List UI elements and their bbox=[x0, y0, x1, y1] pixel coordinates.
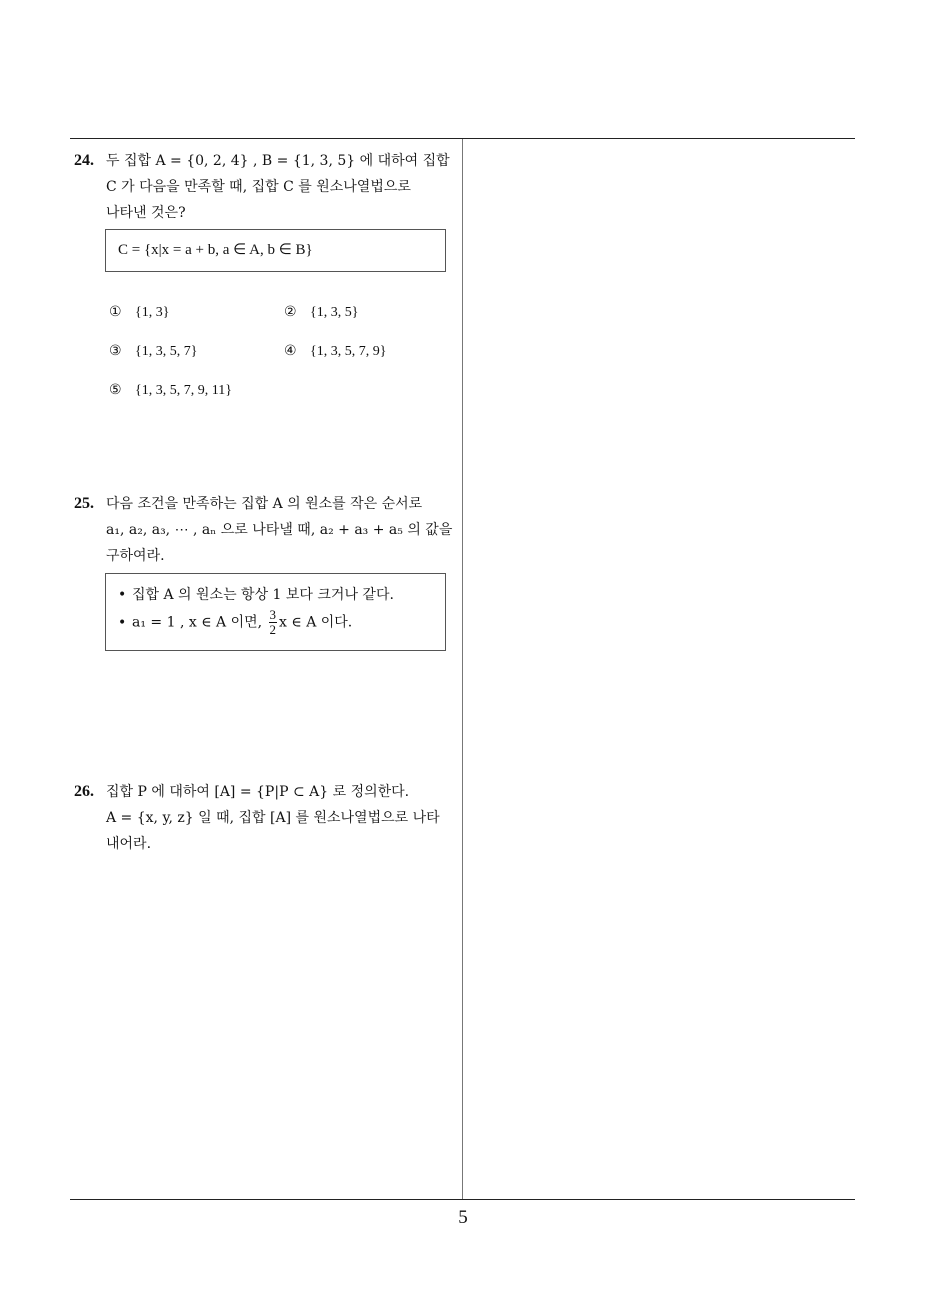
condition-list bbox=[118, 582, 394, 637]
condition-text: a₁ = 1 , x ∈ A 이면, bbox=[132, 614, 263, 631]
choice-mark: ⑤ bbox=[109, 382, 122, 398]
bullet-icon: • bbox=[118, 587, 127, 603]
question-text bbox=[106, 779, 456, 857]
choice-mark: ③ bbox=[109, 343, 122, 359]
condition-box bbox=[105, 573, 446, 651]
question-25 bbox=[74, 491, 456, 569]
choice-3[interactable] bbox=[109, 343, 197, 360]
choice-value: {1, 3} bbox=[135, 305, 170, 320]
question-text bbox=[106, 491, 456, 569]
choice-mark: ② bbox=[284, 304, 297, 320]
condition-text: x ∈ A 이다. bbox=[279, 614, 353, 631]
question-number: 25. bbox=[74, 495, 94, 512]
bullet-icon: • bbox=[118, 614, 127, 631]
condition-item bbox=[118, 608, 394, 637]
choice-value: {1, 3, 5, 7, 9, 11} bbox=[135, 383, 232, 398]
choice-value: {1, 3, 5} bbox=[310, 305, 359, 320]
question-number: 26. bbox=[74, 783, 94, 800]
question-24 bbox=[74, 148, 456, 226]
question-text-line: 구하여라. bbox=[106, 548, 165, 564]
bottom-rule bbox=[70, 1199, 855, 1200]
question-text-line: 나타낸 것은? bbox=[106, 205, 186, 221]
fraction-denominator: 2 bbox=[269, 622, 277, 637]
question-number: 24. bbox=[74, 152, 94, 169]
column-divider bbox=[462, 139, 463, 1200]
choice-4[interactable] bbox=[284, 343, 386, 360]
condition-text: 집합 A 의 원소는 항상 1 보다 크거나 같다. bbox=[132, 587, 394, 603]
choice-5[interactable] bbox=[109, 382, 232, 399]
choice-value: {1, 3, 5, 7} bbox=[135, 344, 198, 359]
page-number: 5 bbox=[458, 1207, 468, 1228]
question-text-line: 다음 조건을 만족하는 집합 A 의 원소를 작은 순서로 bbox=[106, 496, 423, 512]
question-text-line: 두 집합 A = {0, 2, 4} , B = {1, 3, 5} 에 대하여 집합 bbox=[106, 153, 450, 169]
choice-mark: ④ bbox=[284, 343, 297, 359]
condition-box bbox=[105, 229, 446, 272]
question-26 bbox=[74, 779, 456, 857]
question-text-line: C 가 다음을 만족할 때, 집합 C 를 원소나열법으로 bbox=[106, 179, 411, 195]
question-text-line: 내어라. bbox=[106, 836, 152, 852]
set-definition: C = {x|x = a + b, a ∈ A, b ∈ B} bbox=[118, 242, 313, 258]
choice-2[interactable] bbox=[284, 304, 358, 321]
choice-mark: ① bbox=[109, 304, 122, 320]
question-text-line: A = {x, y, z} 일 때, 집합 [A] 를 원소나열법으로 나타 bbox=[106, 810, 440, 826]
choice-1[interactable] bbox=[109, 304, 169, 321]
fraction-numerator: 3 bbox=[269, 607, 277, 622]
condition-item bbox=[118, 582, 394, 608]
question-text bbox=[106, 148, 456, 226]
choice-value: {1, 3, 5, 7, 9} bbox=[310, 344, 387, 359]
question-text-line: 집합 P 에 대하여 [A] = {P|P ⊂ A} 로 정의한다. bbox=[106, 784, 410, 800]
fraction bbox=[269, 608, 278, 637]
question-text-line: a₁, a₂, a₃, ⋯ , aₙ 으로 나타낼 때, a₂ + a₃ + a₅ 의 값을 bbox=[106, 522, 453, 538]
